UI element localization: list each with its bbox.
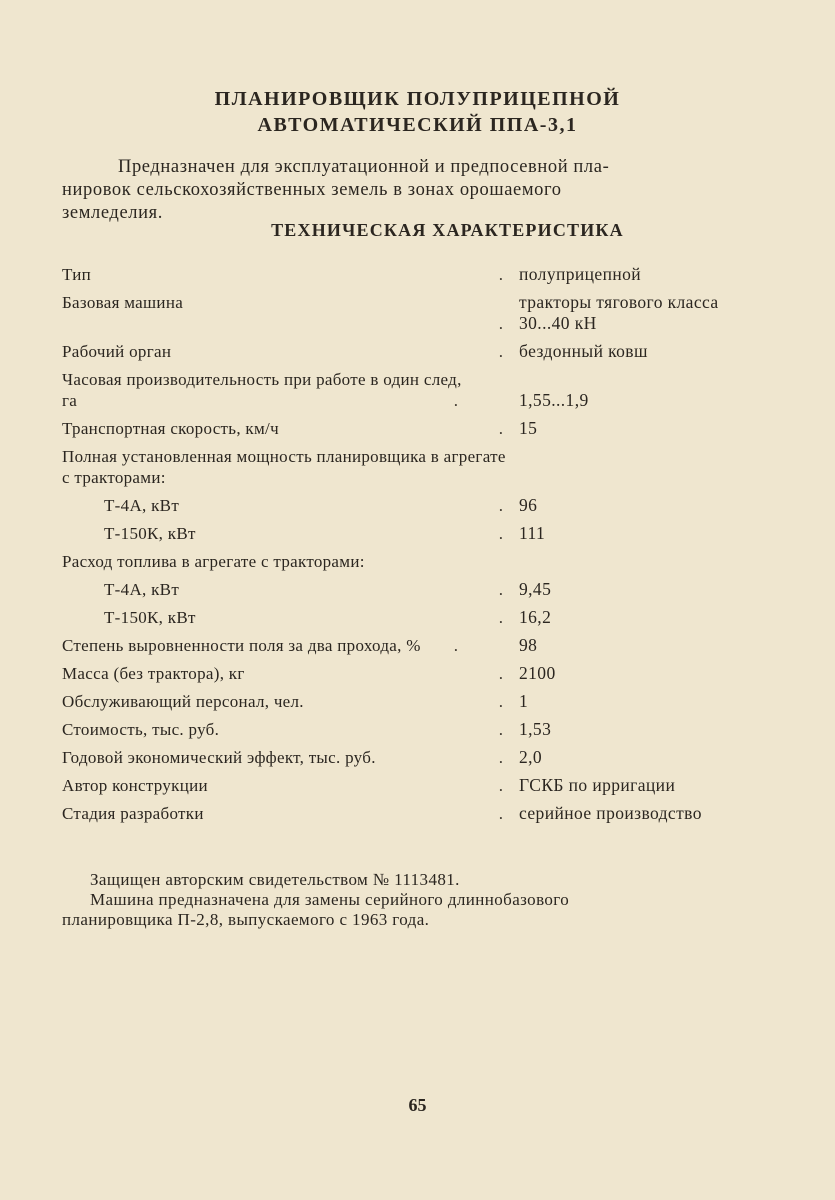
title-line-1: ПЛАНИРОВЩИК ПОЛУПРИЦЕПНОЙ (214, 88, 621, 110)
spec-row-fuel-t4a (62, 579, 742, 600)
spec-label: Стадия разработки . (62, 804, 503, 823)
spec-label: Расход топлива в агрегате с тракторами: (62, 552, 365, 571)
leader-dots: . (498, 580, 503, 599)
spec-label: Тип . (62, 265, 503, 284)
leader-dots: . (498, 804, 503, 823)
intro-line-3: земледелия. (62, 203, 163, 223)
spec-label: Транспортная скорость, км/ч . (62, 419, 503, 438)
spec-label: Т-4А, кВт . (104, 496, 503, 515)
spec-value: 1 (519, 691, 529, 711)
spec-label: Базовая машина . (62, 293, 503, 333)
spec-value: бездонный ковш (519, 341, 648, 361)
spec-label: Часовая производительность при работе в один след, га . (62, 370, 462, 410)
spec-value: 9,45 (519, 579, 552, 599)
spec-row-power-t4a (62, 495, 742, 516)
leader-dots: . (498, 692, 503, 711)
spec-row-speed (62, 418, 742, 439)
spec-row-working-body (62, 341, 742, 362)
page-title (0, 86, 835, 138)
spec-row-fuel-group (62, 551, 742, 572)
spec-row-productivity (62, 369, 742, 411)
spec-label: Годовой экономический эффект, тыс. руб. . (62, 748, 503, 767)
spec-row-leveling (62, 635, 742, 656)
spec-label: Т-150К, кВт . (104, 608, 503, 627)
leader-dots: . (498, 776, 503, 795)
leader-dots: . (498, 524, 503, 543)
leader-dots: . (498, 664, 503, 683)
spec-value: 16,2 (519, 607, 552, 627)
spec-row-type (62, 264, 742, 285)
spec-value: 1,53 (519, 719, 552, 739)
spec-table (62, 264, 742, 831)
footer-line-3: планировщика П-2,8, выпускаемого с 1963 года. (62, 910, 430, 929)
spec-label: Полная установленная мощность планировщика в агрегате с тракторами: (62, 447, 506, 487)
spec-value: серийное производство (519, 803, 702, 823)
spec-value: полуприцепной (519, 264, 642, 284)
leader-dots: . (498, 342, 503, 361)
spec-row-staff (62, 691, 742, 712)
leader-dots: . (498, 265, 503, 284)
spec-label: Т-4А, кВт . (104, 580, 503, 599)
spec-value: 96 (519, 495, 538, 515)
leader-dots: . (498, 608, 503, 627)
intro-line-2: нировок сельскохозяйственных земель в зонах орошаемого (62, 180, 562, 200)
spec-value: 1,55...1,9 (519, 390, 589, 410)
leader-dots: . (453, 636, 458, 655)
spec-row-power-t150k (62, 523, 742, 544)
spec-label: Степень выровненности поля за два прохода, % . (62, 636, 458, 655)
spec-label: Т-150К, кВт . (104, 524, 503, 543)
spec-row-fuel-t150k (62, 607, 742, 628)
spec-value: тракторы тягового класса 30...40 кН (519, 292, 719, 333)
spec-value: 2,0 (519, 747, 543, 767)
footer-line-2: Машина предназначена для замены серийного длиннобазового (90, 890, 570, 909)
spec-label: Рабочий орган . (62, 342, 503, 361)
intro-line-1: Предназначен для эксплуатационной и предпосевной пла- (118, 157, 610, 177)
spec-label: Масса (без трактора), кг . (62, 664, 503, 683)
spec-row-mass (62, 663, 742, 684)
footer-line-1: Защищен авторским свидетельством № 1113481. (90, 870, 460, 889)
spec-value: 15 (519, 418, 538, 438)
leader-dots: . (498, 419, 503, 438)
spec-row-base-machine (62, 292, 742, 334)
intro-paragraph (62, 156, 730, 225)
section-heading: ТЕХНИЧЕСКАЯ ХАРАКТЕРИСТИКА (271, 220, 624, 240)
spec-value: ГСКБ по ирригации (519, 775, 676, 795)
spec-label: Обслуживающий персонал, чел. . (62, 692, 503, 711)
spec-row-cost (62, 719, 742, 740)
spec-label: Стоимость, тыс. руб. . (62, 720, 503, 739)
spec-value: 98 (519, 635, 538, 655)
spec-row-author (62, 775, 742, 796)
spec-row-stage (62, 803, 742, 824)
spec-row-effect (62, 747, 742, 768)
spec-value: 2100 (519, 663, 556, 683)
leader-dots: . (498, 720, 503, 739)
leader-dots: . (498, 748, 503, 767)
page-number: 65 (408, 1095, 427, 1115)
spec-label: Автор конструкции . (62, 776, 503, 795)
title-line-2: АВТОМАТИЧЕСКИЙ ППА-3,1 (257, 114, 578, 136)
leader-dots: . (453, 391, 458, 410)
spec-row-power-group (62, 446, 742, 488)
spec-value: 111 (519, 523, 546, 543)
footer-note (62, 870, 730, 930)
leader-dots: . (498, 314, 503, 333)
leader-dots: . (498, 496, 503, 515)
